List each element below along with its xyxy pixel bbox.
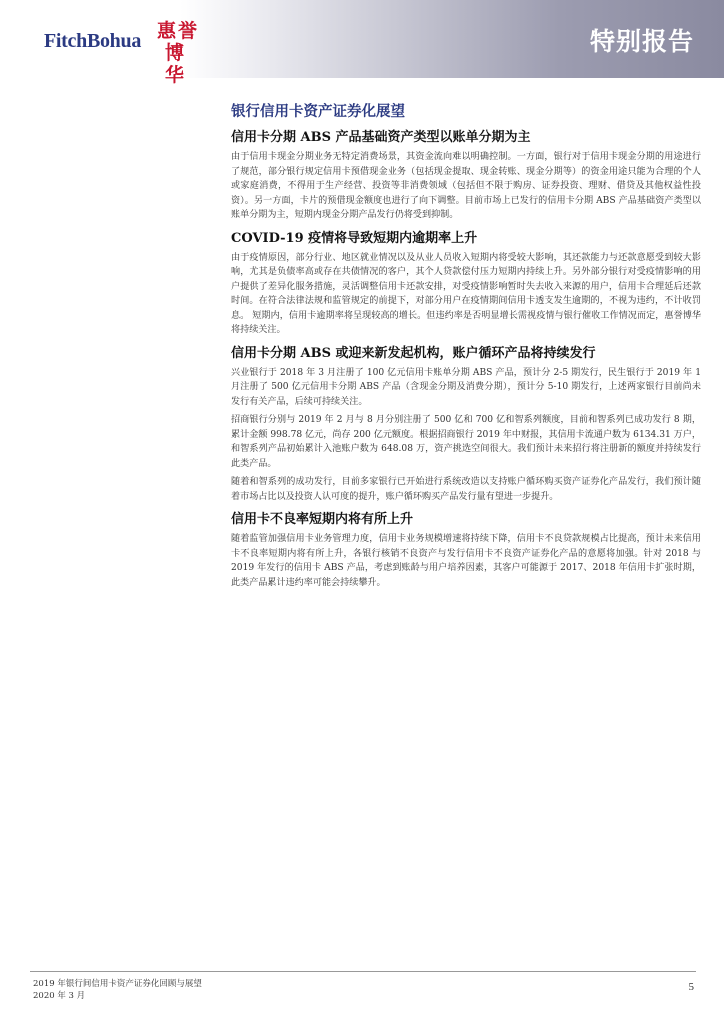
logo-cn-line-2: 博华: [165, 42, 187, 86]
page-header: [0, 0, 724, 86]
footer-divider: [30, 971, 696, 972]
paragraph: 由于疫情原因，部分行业、地区就业情况以及从业人员收入短期内将受较大影响，其还款能力与还款意愿受到较大影响，尤其是负债率高或存在共债情况的客户，其个人贷款偿付压力短期内持续上升。另外部分银行对受疫情影响的用户提供了差异化服务措施，灵活调整信用卡还款安排，对受疫情影响暂时失去收入来源的用户，信用卡合理延后还款时间。在符合法律法规和监管规定的前提下，对部分用户在疫情期间信用卡透支发生逾期的，不视为违约，不计收罚息。 短期内，信用卡逾期率将呈现较高的增长。但违约率是否明显增长需视疫情与银行催收工作情况而定，惠誉博华将持续关注。: [231, 252, 701, 335]
paragraph: 随着监管加强信用卡业务管理力度，信用卡业务规模增速将持续下降，信用卡不良贷款规模占比提高，预计未来信用卡不良率短期内将有所上升，各银行核销不良资产与发行信用卡不良资产证券化产品的意愿将加强。针对 2018 与 2019 年发行的信用卡 ABS 产品，考虑到账龄与用户培养因素，其客户可能源于 2017、2018 年信用卡扩张时期，此类产品累计违约率可能会持续攀升。: [231, 534, 701, 588]
paragraph: 随着和智系列的成功发行，目前多家银行已开始进行系统改造以支持账户循环购买资产证券化产品发行，我们预计随着市场占比以及投资人认可度的提升，账户循环购买产品发行量有望进一步提升。: [231, 477, 701, 502]
logo-cn-line-1: 惠誉: [157, 20, 200, 42]
block-heading: 信用卡分期 ABS 或迎来新发起机构，账户循环产品将持续发行: [231, 345, 596, 361]
block-heading: COVID-19 疫情将导致短期内逾期率上升: [231, 230, 478, 246]
block-abs-asset-type: [231, 126, 701, 223]
section-title: 银行信用卡资产证券化展望: [231, 104, 405, 120]
block-new-issuers: [231, 342, 701, 505]
report-type-label: 特别报告: [589, 27, 694, 56]
logo-text-bohua: Bohua: [86, 30, 142, 52]
block-heading: 信用卡分期 ABS 产品基础资产类型以账单分期为主: [231, 130, 531, 145]
paragraph: 招商银行分别与 2019 年 2 月与 8 月分别注册了 500 亿和 700 亿和智系列额度，目前和智系列已成功发行 8 期，累计金额 998.78 亿元，尚存 200 亿元额度。根据招商银行 2019 年中财报，其信用卡流通户数为 6134.31 万户，和智系列产品初始累计入池账户数为 648.08 万，资产挑选空间很大。我们预计未来招行将注册新的额度并持续发行此类产品。: [231, 415, 701, 469]
fitch-bohua-logo: [44, 30, 141, 53]
block-covid-delinquency: [231, 227, 701, 338]
footer-doc-title: 2019 年银行间信用卡资产证券化回顾与展望: [33, 979, 202, 989]
logo-text-fitch: Fitch: [44, 30, 87, 52]
paragraph: 由于信用卡现金分期业务无特定消费场景，其资金流向难以明确控制。一方面，银行对于信用卡现金分期的用途进行了规范，部分银行规定信用卡预借现金业务（包括现金提取、现金转账、现金分期等）的资金用途只能为合理的个人或家庭消费，不得用于生产经营、投资等非消费领域（包括但不限于购房、证券投资、理财、借贷及其他权益性投资）。另一方面，卡片的预借现金额度也进行了向下调整。目前市场上已发行的信用卡分期 ABS 产品基础资产类型以账单分期为主，短期内现金分期产品发行仍将受到抑制。: [231, 152, 701, 220]
block-npl-rise: [231, 508, 701, 590]
block-heading: 信用卡不良率短期内将有所上升: [231, 512, 414, 527]
page-number: 5: [688, 981, 694, 993]
footer-date: 2020 年 3 月: [33, 991, 86, 1001]
article-body: [231, 100, 701, 594]
logo-chinese-mark: [157, 20, 205, 86]
footer-info: [33, 978, 202, 1002]
paragraph: 兴业银行于 2018 年 3 月注册了 100 亿元信用卡账单分期 ABS 产品，预计分 2-5 期发行，民生银行于 2019 年 1 月注册了 500 亿元信用卡分期 ABS 产品（含现金分期及消费分期），预计分 5-10 期发行，上述两家银行目前尚未发行有关产品，后续可持续关注。: [231, 367, 701, 407]
